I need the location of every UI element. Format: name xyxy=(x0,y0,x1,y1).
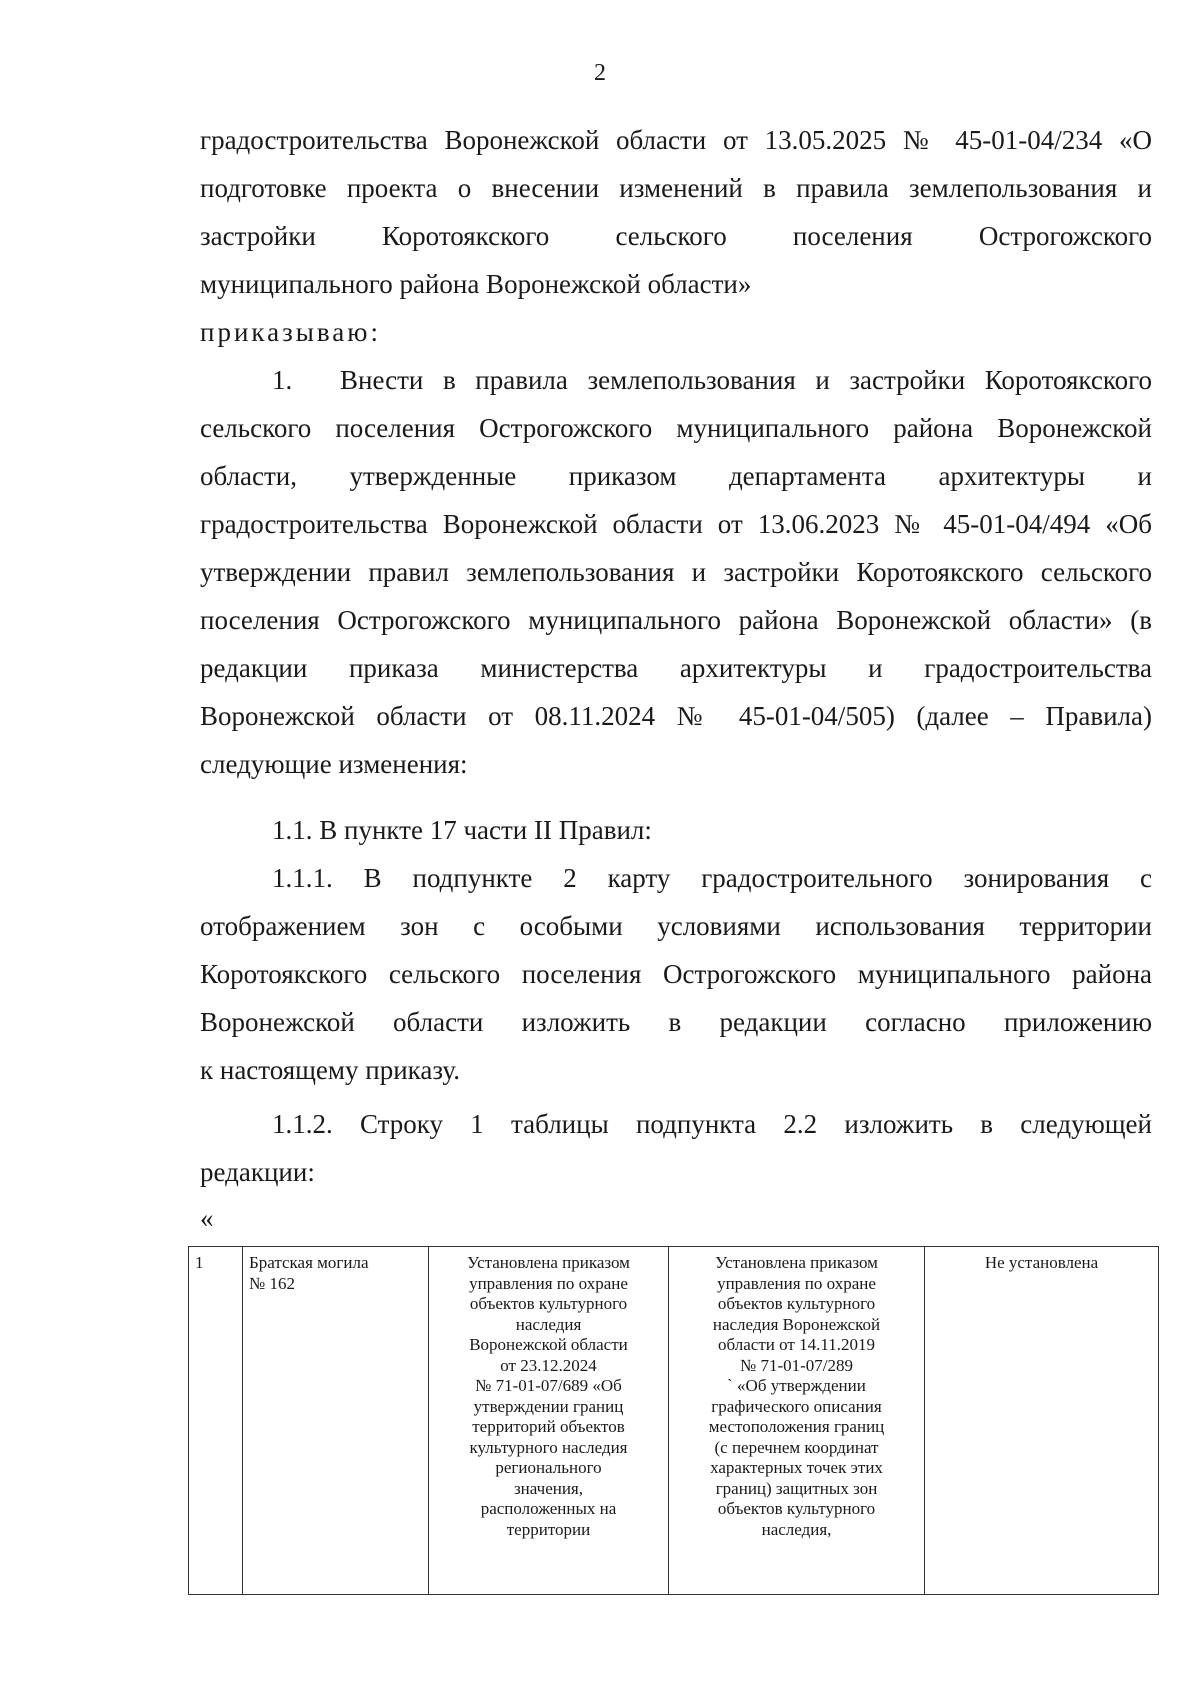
cell-other-zone: Не установлена xyxy=(925,1247,1159,1595)
cell-number: 1 xyxy=(189,1247,243,1595)
item-1-paragraph xyxy=(200,356,1152,788)
intro-line-4: муниципального района Воронежской области» xyxy=(200,269,752,299)
item-1-1-1-line-5: к настоящему приказу. xyxy=(200,1055,460,1085)
item-1-1-2-line-1: 1.1.2. Строку 1 таблицы подпункта 2.2 изложить в следующей xyxy=(272,1109,1152,1139)
intro-paragraph xyxy=(200,116,1152,308)
order-word: приказываю: xyxy=(200,317,381,347)
page-number: 2 xyxy=(594,60,606,86)
cell-object-name: Братская могила № 162 xyxy=(243,1247,429,1595)
item-1-1-1-line-1: 1.1.1. В подпункте 2 карту градостроительного зонирования с xyxy=(272,863,1152,893)
item-1-1-paragraph xyxy=(200,806,1152,854)
item-1-1-1-paragraph xyxy=(200,854,1152,1094)
item-1-number: 1. xyxy=(272,365,293,395)
cell-territory-boundary: Установлена приказом управления по охране объектов культурного наследия Воронежской области от 23.12.2024 № 71-01-07/689 «Об утверждении границ территорий объектов культурного наследия регионального значения, расположенных на территории xyxy=(429,1247,669,1595)
item-1-line-6: поселения Острогожского муниципального района Воронежской области» (в xyxy=(200,605,1152,635)
item-1-line-3: области, утвержденные приказом департамента архитектуры и xyxy=(200,461,1152,491)
intro-line-1: градостроительства Воронежской области от 13.05.2025 № 45-01-04/234 «О xyxy=(200,125,1152,155)
item-1-line-1 xyxy=(200,356,1152,404)
item-1-1-1-line-4: Воронежской области изложить в редакции согласно приложению xyxy=(200,1007,1152,1037)
table-row xyxy=(189,1247,1159,1595)
opening-quote: « xyxy=(200,1203,214,1233)
intro-line-3: застройки Коротоякского сельского поселения Острогожского xyxy=(200,221,1152,251)
item-1-line-8: Воронежской области от 08.11.2024 № 45-01-04/505) (далее – Правила) xyxy=(200,701,1152,731)
item-1-1-2-line-2: редакции: xyxy=(200,1157,315,1187)
item-1-line-1-text: Внести в правила землепользования и застройки Коротоякского xyxy=(340,365,1152,395)
cell-protection-zone: Установлена приказом управления по охране объектов культурного наследия Воронежской области от 14.11.2019 № 71-01-07/289 ` «Об утверждении графического описания местоположения границ (с перечнем координат характерных точек этих границ) защитных зон объектов культурного наследия, xyxy=(669,1247,925,1595)
item-1-1-1-line-2: отображением зон с особыми условиями использования территории xyxy=(200,911,1152,941)
item-1-line-7: редакции приказа министерства архитектуры и градостроительства xyxy=(200,653,1152,683)
intro-line-2: подготовке проекта о внесении изменений в правила землепользования и xyxy=(200,173,1152,203)
item-1-line-2: сельского поселения Острогожского муниципального района Воронежской xyxy=(200,413,1152,443)
item-1-line-9: следующие изменения: xyxy=(200,749,468,779)
item-1-line-5: утверждении правил землепользования и застройки Коротоякского сельского xyxy=(200,557,1152,587)
item-1-1-1-line-3: Коротоякского сельского поселения Острогожского муниципального района xyxy=(200,959,1152,989)
objects-table xyxy=(188,1246,1159,1595)
item-1-1-2-paragraph xyxy=(200,1100,1152,1196)
item-1-line-4: градостроительства Воронежской области от 13.06.2023 № 45-01-04/494 «Об xyxy=(200,509,1152,539)
item-1-1-line: 1.1. В пункте 17 части II Правил: xyxy=(272,815,652,845)
